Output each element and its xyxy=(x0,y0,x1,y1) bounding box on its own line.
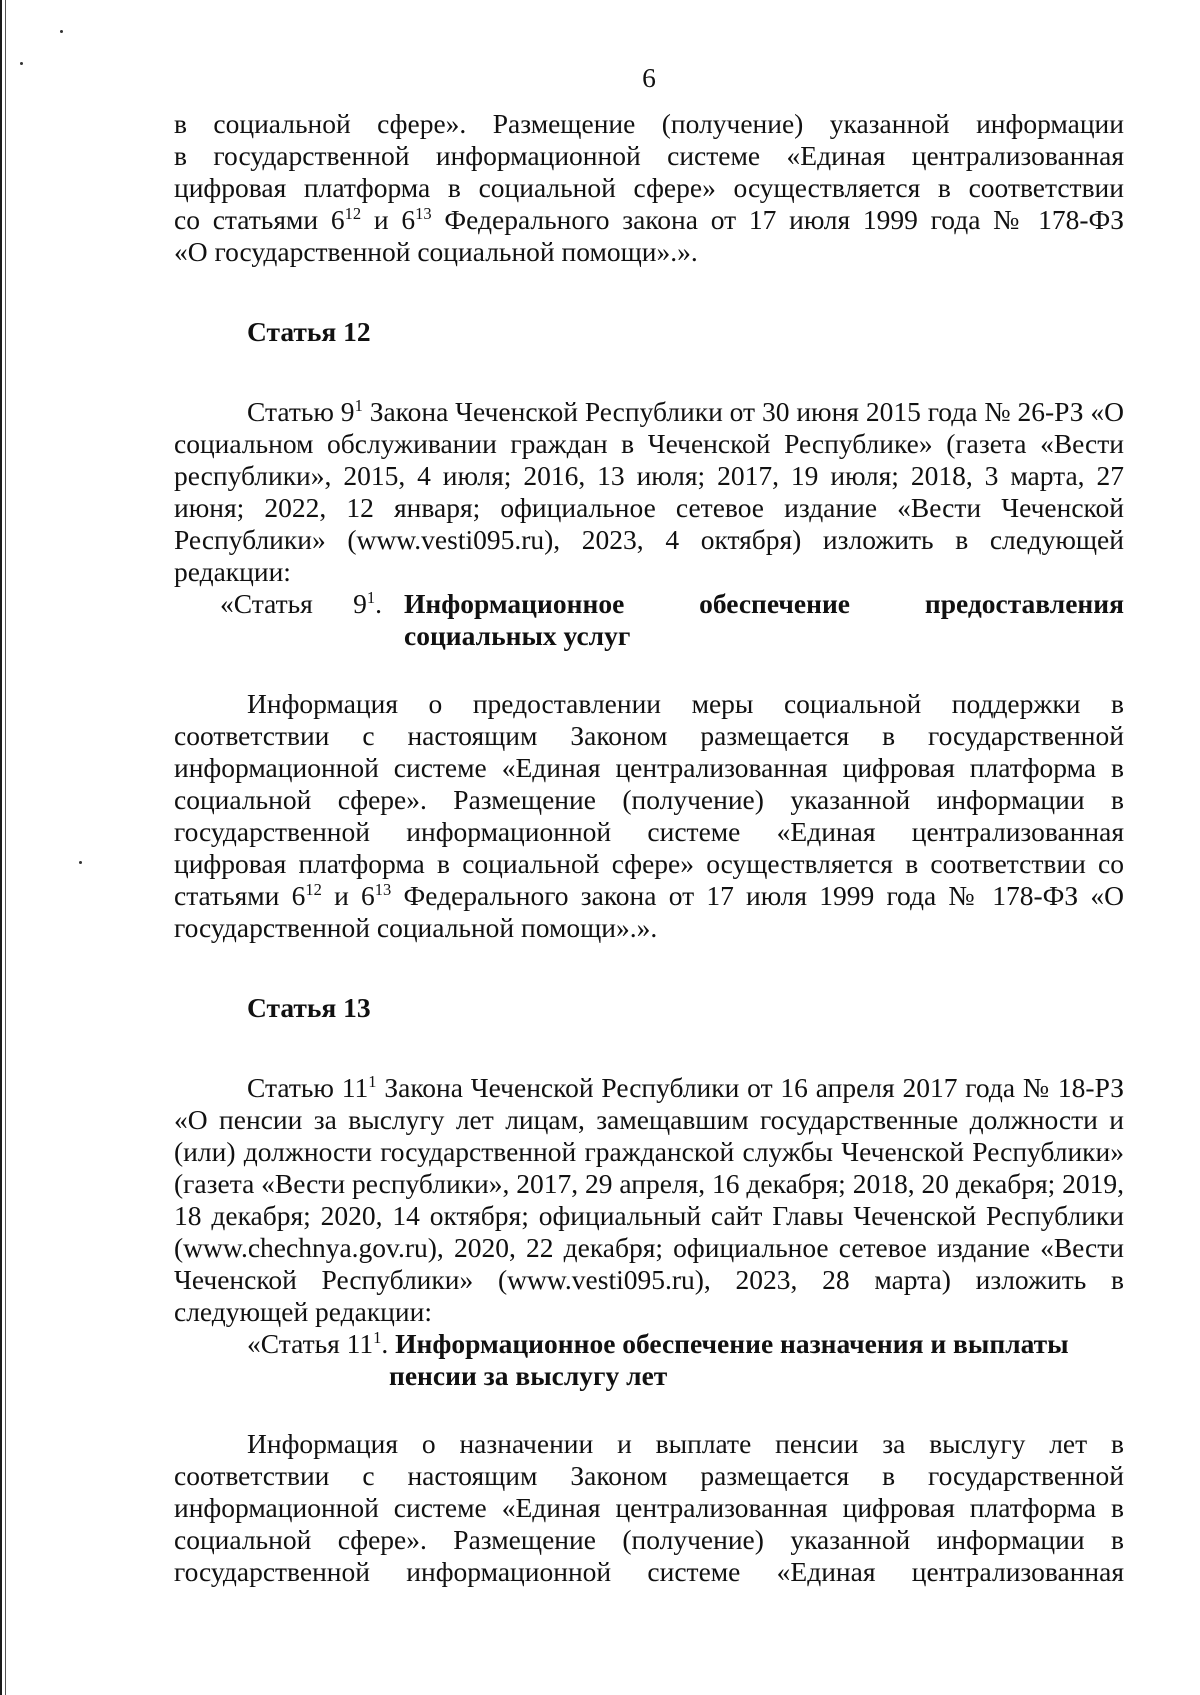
superscript: 12 xyxy=(305,880,322,900)
continuation-line: в социальной сфере». Размещение (получение) указанной информации xyxy=(174,108,1124,139)
continuation-text: со статьями 6 xyxy=(174,204,345,235)
article-text: Информация о предоставлении меры социальной поддержки в соответствии с настоящим Законом размещается в государственной информационной системе «Единая централизованная цифровая платформа в социальной сфере». Размещение (получение) указанной информации в государственной информационной системе «Единая централизованная цифровая платформа в социальной сфере» осуществляется в соответствии со статьями 6 xyxy=(174,688,1124,911)
inner-heading-line: социальных услуг xyxy=(404,620,631,651)
inner-heading-line: Информационное обеспечение назначения и выплаты xyxy=(395,1328,1069,1359)
article-13-paragraph xyxy=(174,1072,1124,1328)
inner-label-number: 9 xyxy=(353,588,367,619)
article-text: Статью 11 xyxy=(247,1072,369,1103)
scan-speck xyxy=(20,62,23,65)
scan-border-left-inner xyxy=(5,0,6,1695)
article-13-title: Статья 13 xyxy=(247,992,371,1023)
article-12-title: Статья 12 xyxy=(247,316,371,347)
article-12-inner-heading xyxy=(174,588,1124,652)
superscript: 1 xyxy=(368,1072,377,1092)
article-text: Федерального закона от 17 июля 1999 года № 178-ФЗ «О государственной социальной помощи».». xyxy=(174,880,1124,943)
article-12-paragraph xyxy=(174,396,1124,588)
superscript: 1 xyxy=(373,1328,382,1348)
inner-label-text: «Статья 11 xyxy=(247,1328,374,1359)
continuation-text: и 6 xyxy=(361,204,416,235)
article-13-info-paragraph: Информация о назначении и выплате пенсии за выслугу лет в соответствии с настоящим Законом размещается в государственной информационной системе «Единая централизованная цифровая платформа в социальной сфере». Размещение (получение) указанной информации в государственной информационной системе «Единая централизованная xyxy=(174,1428,1124,1587)
inner-heading-line: пенсии за выслугу лет xyxy=(389,1360,668,1391)
superscript: 1 xyxy=(366,588,376,608)
superscript: 13 xyxy=(374,880,392,900)
page-number: 6 xyxy=(642,62,656,93)
continuation-line: цифровая платформа в социальной сфере» осуществляется в соответствии xyxy=(174,172,1124,203)
inner-label-dot: . xyxy=(375,588,382,619)
continuation-line: в государственной информационной системе «Единая централизованная xyxy=(174,140,1124,171)
inner-label-dot: . xyxy=(381,1328,396,1359)
superscript: 1 xyxy=(354,396,363,416)
article-13-inner-heading xyxy=(174,1328,1124,1392)
article-text: и 6 xyxy=(321,880,375,911)
inner-label-text: «Статья xyxy=(220,588,313,619)
article-text: Закона Чеченской Республики от 16 апреля 2017 года № 18-РЗ «О пенсии за выслугу лет лицам, замещавшим государственные должности и (или) должности государственной гражданской службы Чеченской Республики» (газета «Вести республики», 2017, 29 апреля, 16 декабря; 2018, 20 декабря; 2019, 18 декабря; 2020, 14 октября; официальный сайт Главы Чеченской Республики (www.chechnya.gov.ru), 2020, 22 декабря; официальное сетевое издание «Вести Чеченской Республики» (www.vesti095.ru), 2023, 28 марта) изложить в следующей редакции: xyxy=(174,1072,1124,1327)
inner-heading-text xyxy=(404,588,1124,652)
superscript: 12 xyxy=(344,204,362,224)
scan-speck xyxy=(79,861,82,864)
superscript: 13 xyxy=(415,204,432,224)
scan-border-left xyxy=(0,0,2,1695)
inner-article-label xyxy=(174,588,404,652)
article-text: Статью 9 xyxy=(247,396,355,427)
article-12-info-paragraph xyxy=(174,688,1124,944)
continuation-line: «О государственной социальной помощи».». xyxy=(174,236,698,267)
continuation-text: Федерального закона от 17 июля 1999 года № 178-ФЗ xyxy=(431,204,1125,235)
inner-heading-line: Информационное обеспечение предоставления xyxy=(404,588,1124,619)
article-text: Закона Чеченской Республики от 30 июня 2015 года № 26-РЗ «О социальном обслуживании граждан в Чеченской Республике» (газета «Вести республики», 2015, 4 июля; 2016, 13 июля; 2017, 19 июля; 2018, 3 марта, 27 июня; 2022, 12 января; официальное сетевое издание «Вести Чеченской Республики» (www.vesti095.ru), 2023, 4 октября) изложить в следующей редакции: xyxy=(174,396,1124,587)
document-page xyxy=(174,62,1124,1588)
continuation-paragraph xyxy=(174,108,1124,268)
scan-speck xyxy=(60,30,63,33)
